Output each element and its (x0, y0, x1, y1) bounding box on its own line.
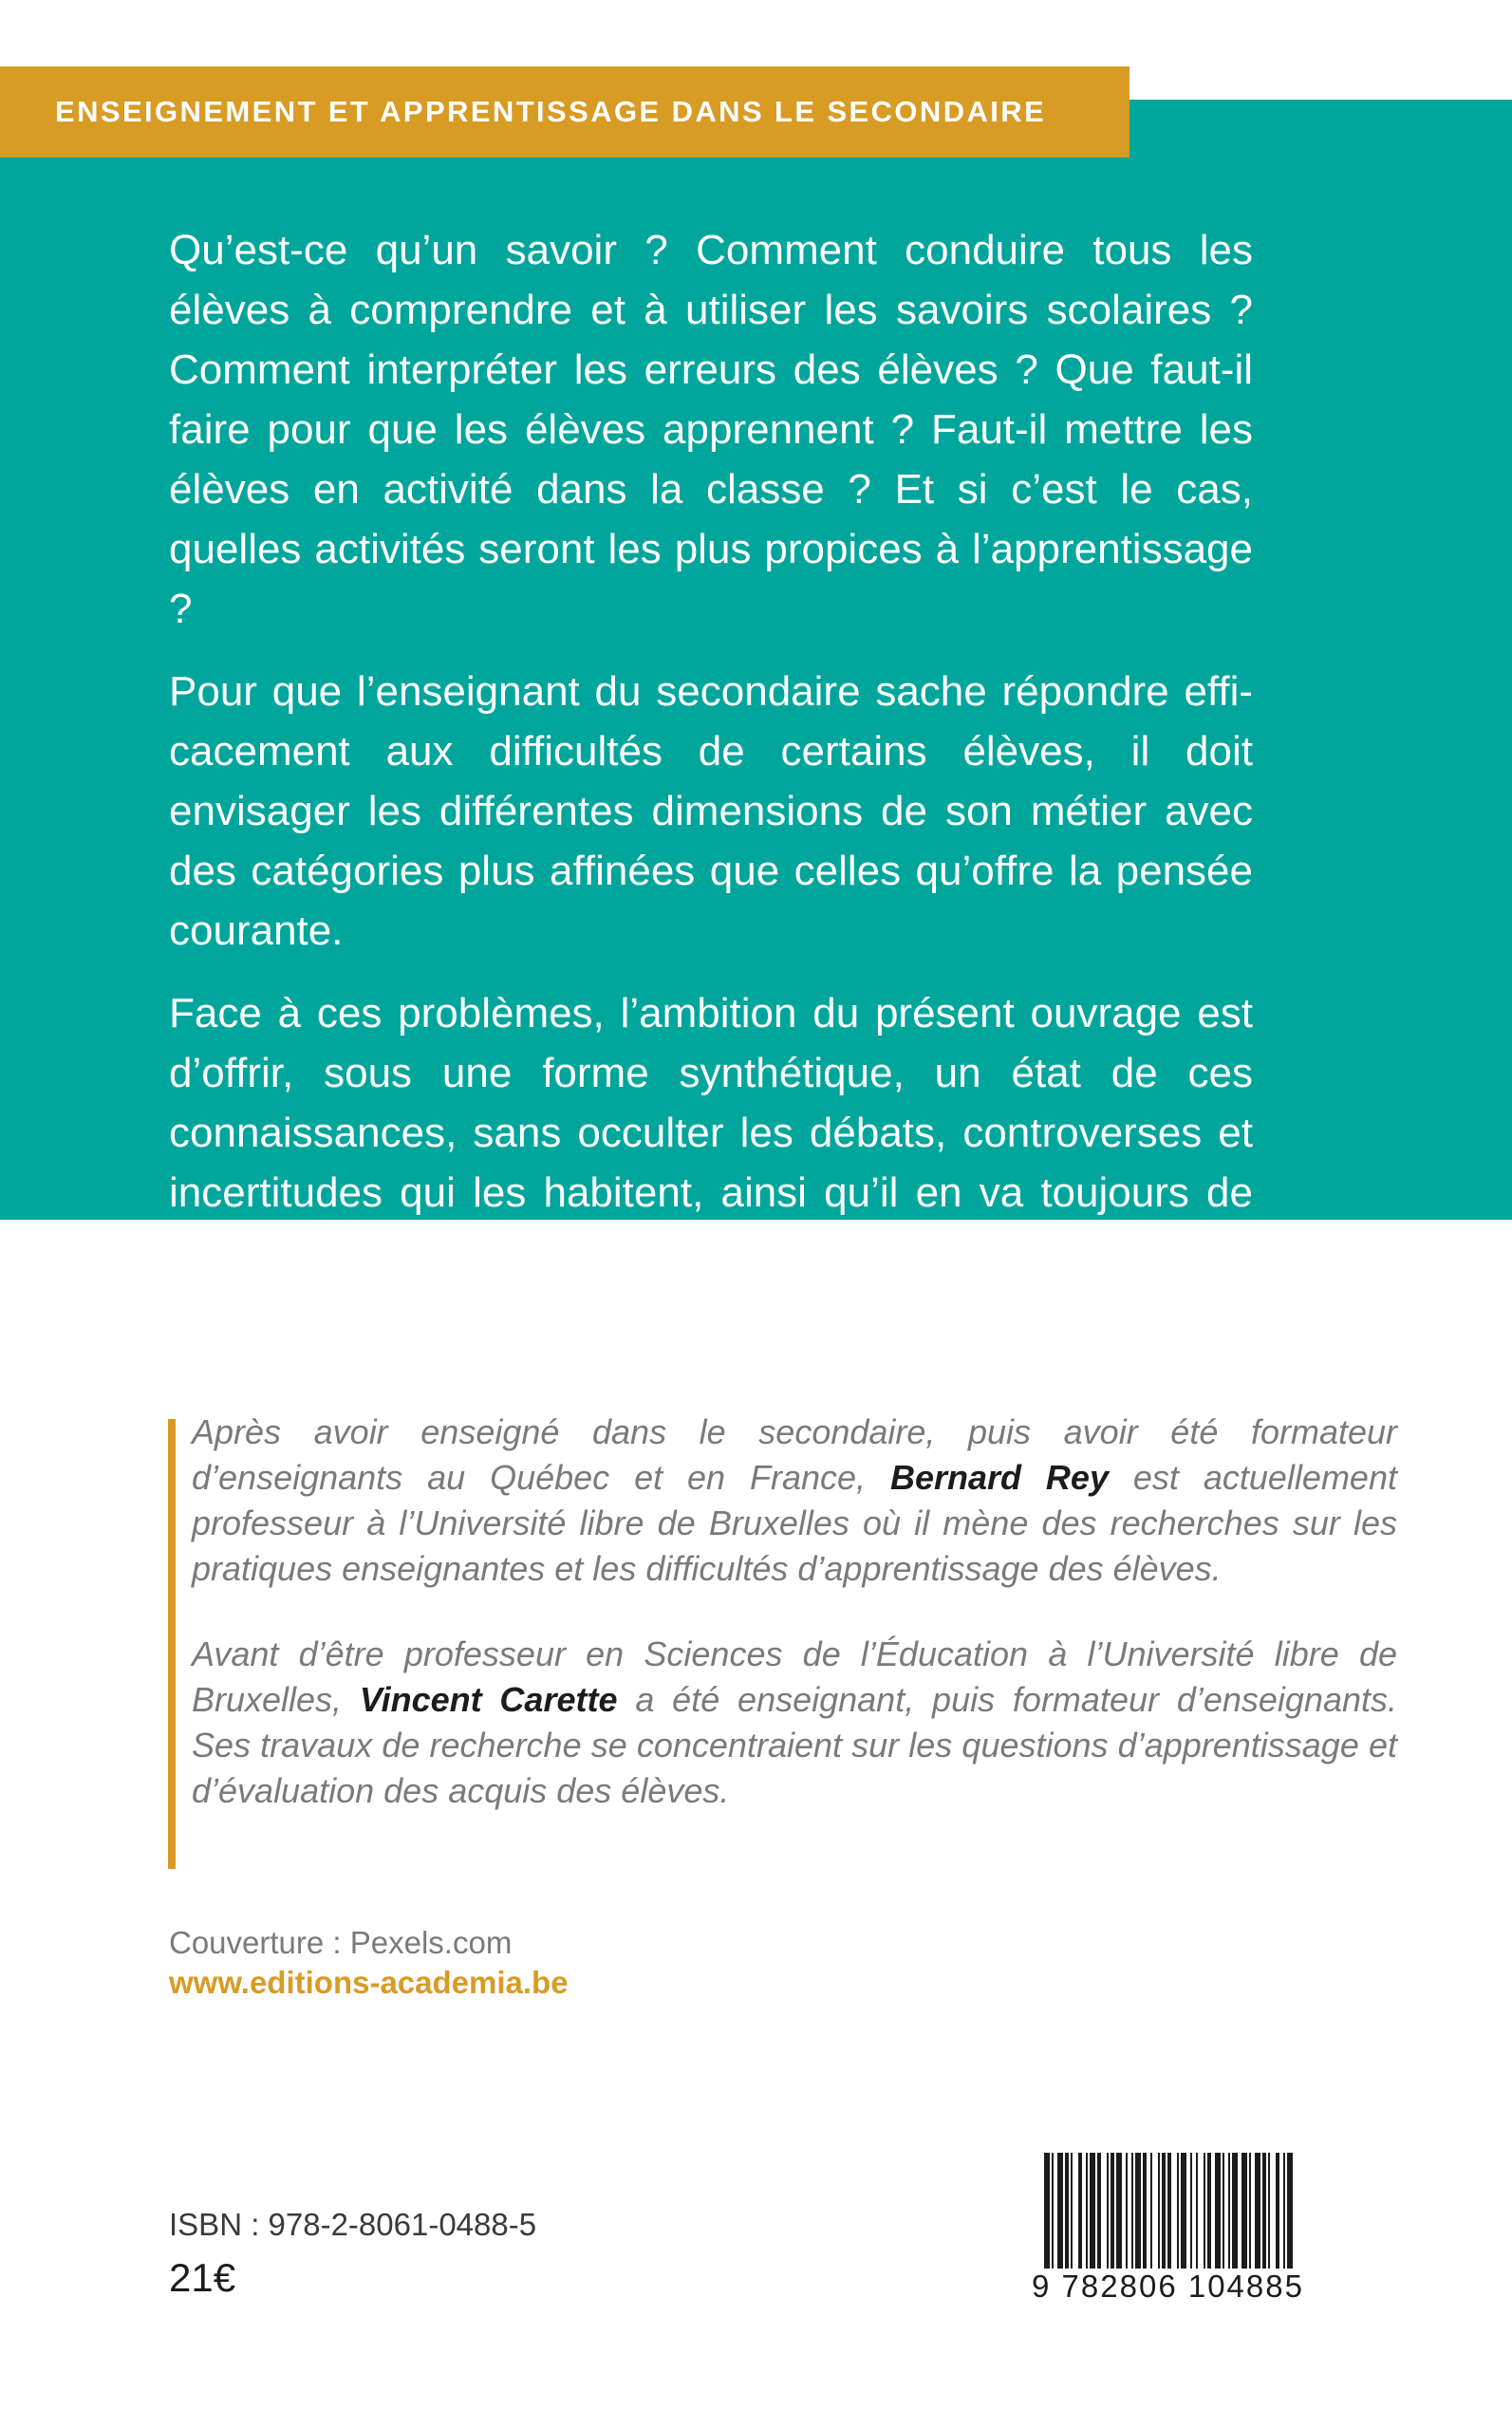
bio-accent-rule (168, 1419, 176, 1869)
book-description (169, 220, 1253, 1305)
barcode-bar (1190, 2153, 1192, 2269)
description-paragraph-3: Face à ces problèmes, l’ambition du présent ouvrage est d’offrir, sous une forme synthétique, un état de ces connaissances, sans occulter les débats, controverses et incertitudes qui les habitent, ainsi qu’il en va toujours de connaissances directement issues de la recherche. (169, 990, 1253, 1276)
barcode-bar (1255, 2153, 1260, 2269)
bio-2-text-before: Avant d’être professeur en Sciences de l’Éducation à l’Université libre de Bruxelles, (192, 1634, 1397, 1719)
bio-1-text-after: est actuellement professeur à l’Université libre de Bruxelles où il mène des recherches sur les pratiques enseignantes et les difficultés d’apprentissage des élèves. (192, 1458, 1397, 1588)
barcode-bar (1177, 2153, 1179, 2269)
barcode-bar (1131, 2153, 1133, 2269)
barcode-bar (1078, 2153, 1082, 2269)
barcode-bar (1262, 2153, 1266, 2269)
author-bios (192, 1410, 1397, 1854)
barcode-bar (1150, 2153, 1152, 2269)
isbn-label: ISBN : 978-2-8061-0488-5 (169, 2207, 537, 2242)
barcode-bar (1057, 2153, 1063, 2269)
author-name-vincent-carette: Vincent Carette (359, 1680, 618, 1719)
bio-2-text-after: a été enseignant, puis formateur d’enseignants. Ses travaux de recherche se concentraient sur les questions d’apprentissage et d’évaluation des acquis des élèves. (192, 1680, 1397, 1810)
barcode-bar (1223, 2153, 1224, 2269)
barcode-bar (1241, 2153, 1247, 2269)
barcode-bar (1044, 2153, 1050, 2269)
barcode-bar (1204, 2153, 1205, 2269)
barcode-bar (1116, 2153, 1122, 2269)
author-bio-1 (192, 1410, 1397, 1592)
description-paragraph-2: Pour que l’enseignant du secondaire sache répondre efficacement aux difficultés de certains élèves, il doit envisager les différentes dimensions de son métier avec des catégories plus affinées que celles qu’offre la pensée courante. (169, 668, 1253, 954)
barcode-bar (1071, 2153, 1073, 2269)
barcode-bar (1090, 2153, 1095, 2269)
barcode-bar (1276, 2153, 1279, 2269)
barcode-bar (1232, 2153, 1238, 2269)
barcode-bar (1228, 2153, 1230, 2269)
author-name-bernard-rey: Bernard Rey (889, 1458, 1109, 1497)
series-banner (0, 66, 1129, 158)
barcode-bar (1107, 2153, 1109, 2269)
barcode-bar (1065, 2153, 1069, 2269)
author-bio-2 (192, 1632, 1397, 1814)
description-paragraph-1: Qu’est-ce qu’un savoir ? Comment conduire tous les élèves à comprendre et à utiliser les savoirs scolaires ? Comment interpréter les erreurs des élèves ? Que faut-il faire pour que les élèves apprennent ? Faut-il mettre les élèves en activité dans la classe ? Et si c’est le cas, quelles activités seront les plus propices à l’apprentissage ? (169, 227, 1253, 632)
barcode-bars (1044, 2153, 1293, 2269)
series-banner-text: ENSEIGNEMENT ET APPRENTISSAGE DANS LE SECONDAIRE (55, 95, 1047, 128)
price-label: 21€ (169, 2255, 236, 2300)
barcode-bar (1181, 2153, 1186, 2269)
barcode (1014, 2147, 1322, 2308)
barcode-bar (1143, 2153, 1147, 2269)
barcode-bar (1086, 2153, 1088, 2269)
barcode-bar (1097, 2153, 1101, 2269)
barcode-bar (1287, 2153, 1293, 2269)
barcode-bar (1167, 2153, 1171, 2269)
barcode-bar (1052, 2153, 1054, 2269)
barcode-bar (1126, 2153, 1128, 2269)
barcode-bar (1162, 2153, 1166, 2269)
barcode-bar (1283, 2153, 1285, 2269)
barcode-bar (1196, 2153, 1198, 2269)
barcode-bar (1249, 2153, 1251, 2269)
barcode-bar (1135, 2153, 1141, 2269)
barcode-bar (1268, 2153, 1270, 2269)
barcode-bar (1207, 2153, 1211, 2269)
bio-1-text-before: Après avoir enseigné dans le secondaire, puis avoir été formateur d’enseignants au Québec et en France, (192, 1412, 1397, 1497)
publisher-website-link[interactable]: www.editions-academia.be (169, 1965, 569, 2000)
barcode-bar (1215, 2153, 1221, 2269)
barcode-bar (1158, 2153, 1160, 2269)
barcode-number: 9 782806 104885 (1032, 2269, 1304, 2304)
cover-credit: Couverture : Pexels.com (169, 1925, 513, 1960)
barcode-bar (1111, 2153, 1114, 2269)
